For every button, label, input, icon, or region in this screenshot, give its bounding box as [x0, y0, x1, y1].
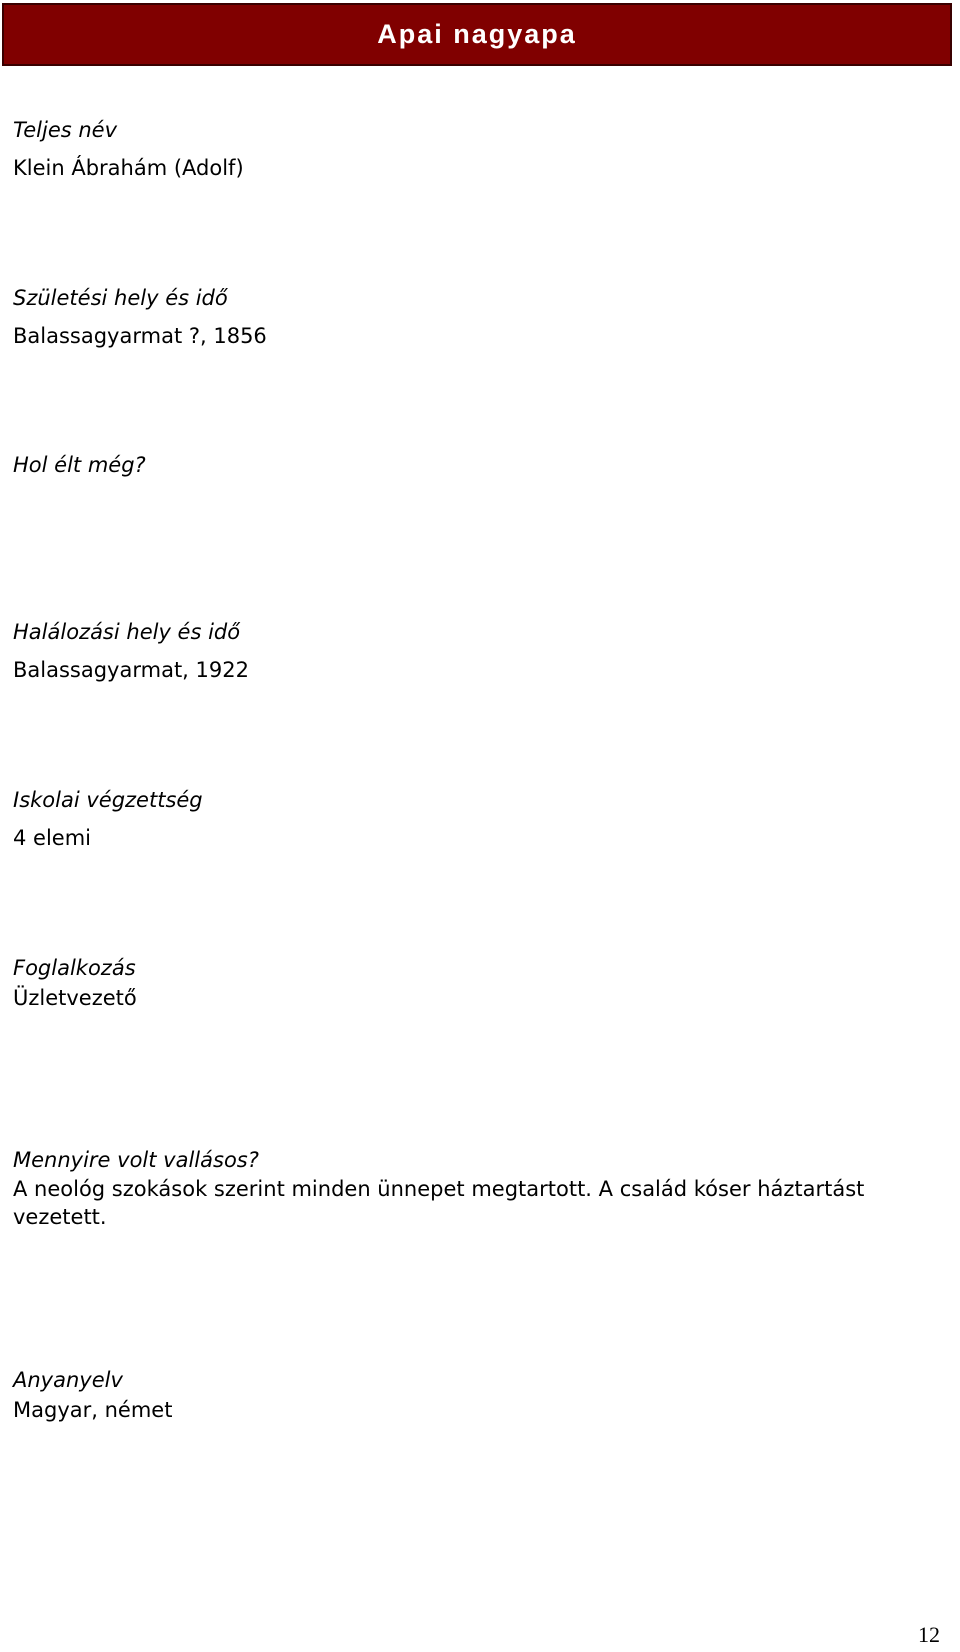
mother-tongue-value: Magyar, német	[13, 1398, 173, 1422]
field-mother-tongue	[13, 1365, 943, 1425]
education-label: Iskolai végzettség	[13, 788, 203, 812]
field-birth	[13, 283, 943, 351]
death-value: Balassagyarmat, 1922	[13, 658, 249, 682]
occupation-label: Foglalkozás	[13, 956, 136, 980]
full-name-label: Teljes név	[13, 118, 118, 142]
field-full-name	[13, 115, 943, 183]
field-religiosity	[13, 1145, 943, 1231]
death-label: Halálozási hely és idő	[13, 620, 241, 644]
religiosity-label: Mennyire volt vallásos?	[13, 1148, 259, 1172]
section-title: Apai nagyapa	[377, 19, 577, 49]
birth-value: Balassagyarmat ?, 1856	[13, 324, 267, 348]
page-number: 12	[918, 1622, 940, 1647]
education-value: 4 elemi	[13, 826, 92, 850]
field-other-residence	[13, 450, 943, 480]
field-death	[13, 617, 943, 685]
mother-tongue-label: Anyanyelv	[13, 1368, 123, 1392]
section-header	[2, 3, 952, 66]
birth-label: Születési hely és idő	[13, 286, 228, 310]
occupation-value: Üzletvezető	[13, 986, 137, 1010]
full-name-value: Klein Ábrahám (Adolf)	[13, 156, 244, 180]
field-education	[13, 785, 943, 853]
other-residence-label: Hol élt még?	[13, 453, 146, 477]
field-occupation	[13, 953, 943, 1013]
religiosity-value: A neológ szokások szerint minden ünnepet megtartott. A család kóser háztartást vezetett.	[13, 1177, 865, 1229]
